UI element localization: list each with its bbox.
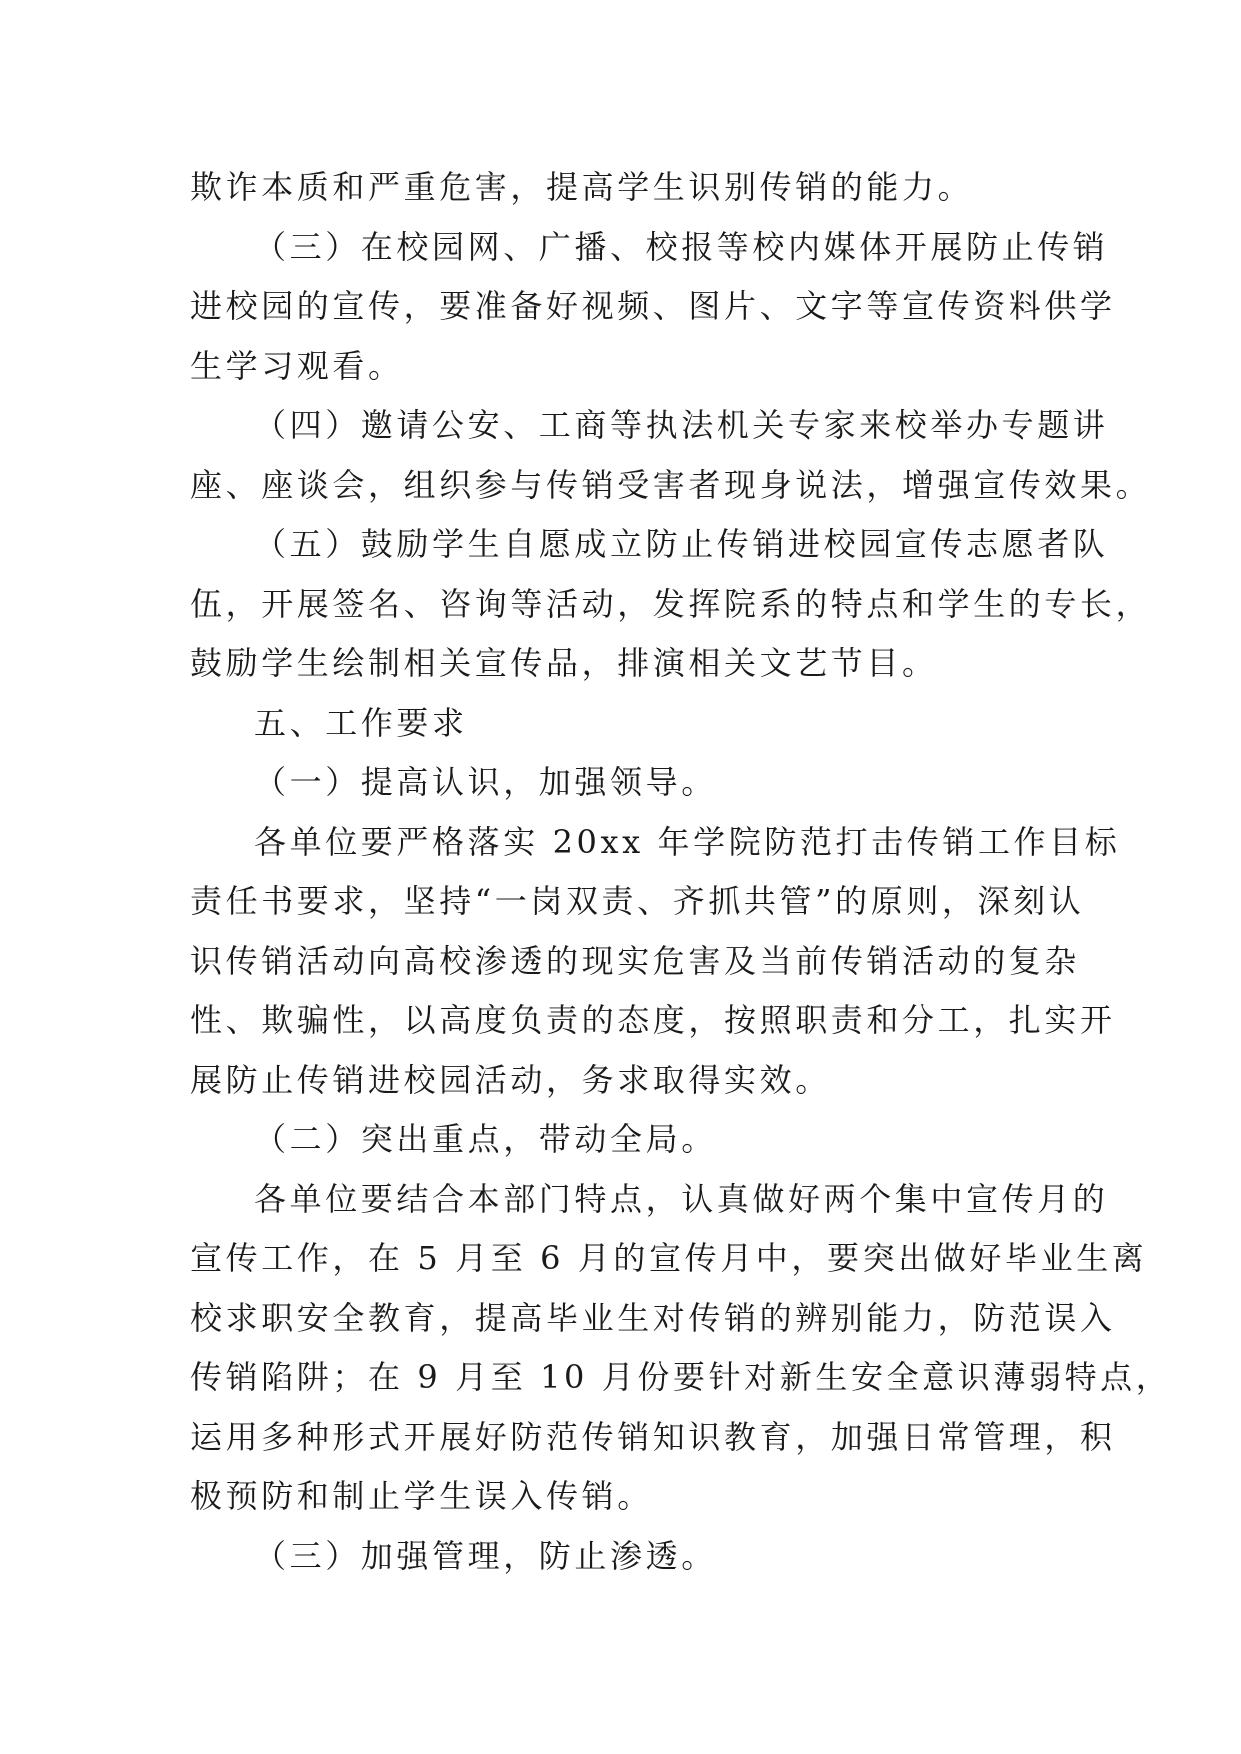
text-line: 各单位要严格落实 20xx 年学院防范打击传销工作目标: [254, 822, 1121, 861]
text-line: 传销陷阱；在 9 月至 10 月份要针对新生安全意识薄弱特点，: [190, 1358, 1172, 1396]
text-line: 生学习观看。: [190, 346, 404, 385]
text-line: （五）鼓励学生自愿成立防止传销进校园宣传志愿者队: [254, 525, 1109, 563]
text-line: 展防止传销进校园活动，务求取得实效。: [190, 1060, 831, 1099]
text-line: 鼓励学生绘制相关宣传品，排演相关文艺节目。: [190, 644, 938, 682]
subsection-heading: （一）提高认识，加强领导。: [254, 763, 717, 801]
text-line: 伍，开展签名、咨询等活动，发挥院系的特点和学生的专长，: [190, 584, 1152, 623]
text-line: 识传销活动向高校渗透的现实危害及当前传销活动的复杂: [190, 941, 1081, 980]
text-line: 座、座谈会，组织参与传销受害者现身说法，增强宣传效果。: [190, 465, 1152, 504]
text-line: 性、欺骗性，以高度负责的态度，按照职责和分工，扎实开: [190, 1001, 1116, 1039]
subsection-heading: （三）加强管理，防止渗透。: [254, 1536, 717, 1575]
document-body: [190, 158, 1172, 1586]
section-heading: 五、工作要求: [254, 703, 468, 742]
text-line: 进校园的宣传，要准备好视频、图片、文字等宣传资料供学: [190, 287, 1116, 325]
text-line: 责任书要求，坚持“一岗双责、齐抓共管”的原则，深刻认: [190, 882, 1085, 920]
text-line: 欺诈本质和严重危害，提高学生识别传销的能力。: [190, 168, 974, 206]
text-line: 各单位要结合本部门特点，认真做好两个集中宣传月的: [254, 1179, 1109, 1218]
text-line: 宣传工作，在 5 月至 6 月的宣传月中，要突出做好毕业生离: [190, 1239, 1148, 1277]
text-line: 运用多种形式开展好防范传销知识教育，加强日常管理，积: [190, 1417, 1116, 1456]
text-line: （三）在校园网、广播、校报等校内媒体开展防止传销: [254, 227, 1109, 266]
subsection-heading: （二）突出重点，带动全局。: [254, 1120, 717, 1158]
text-line: 校求职安全教育，提高毕业生对传销的辨别能力，防范误入: [190, 1298, 1116, 1337]
text-line: 极预防和制止学生误入传销。: [190, 1477, 653, 1515]
text-line: （四）邀请公安、工商等执法机关专家来校举办专题讲: [254, 406, 1109, 444]
